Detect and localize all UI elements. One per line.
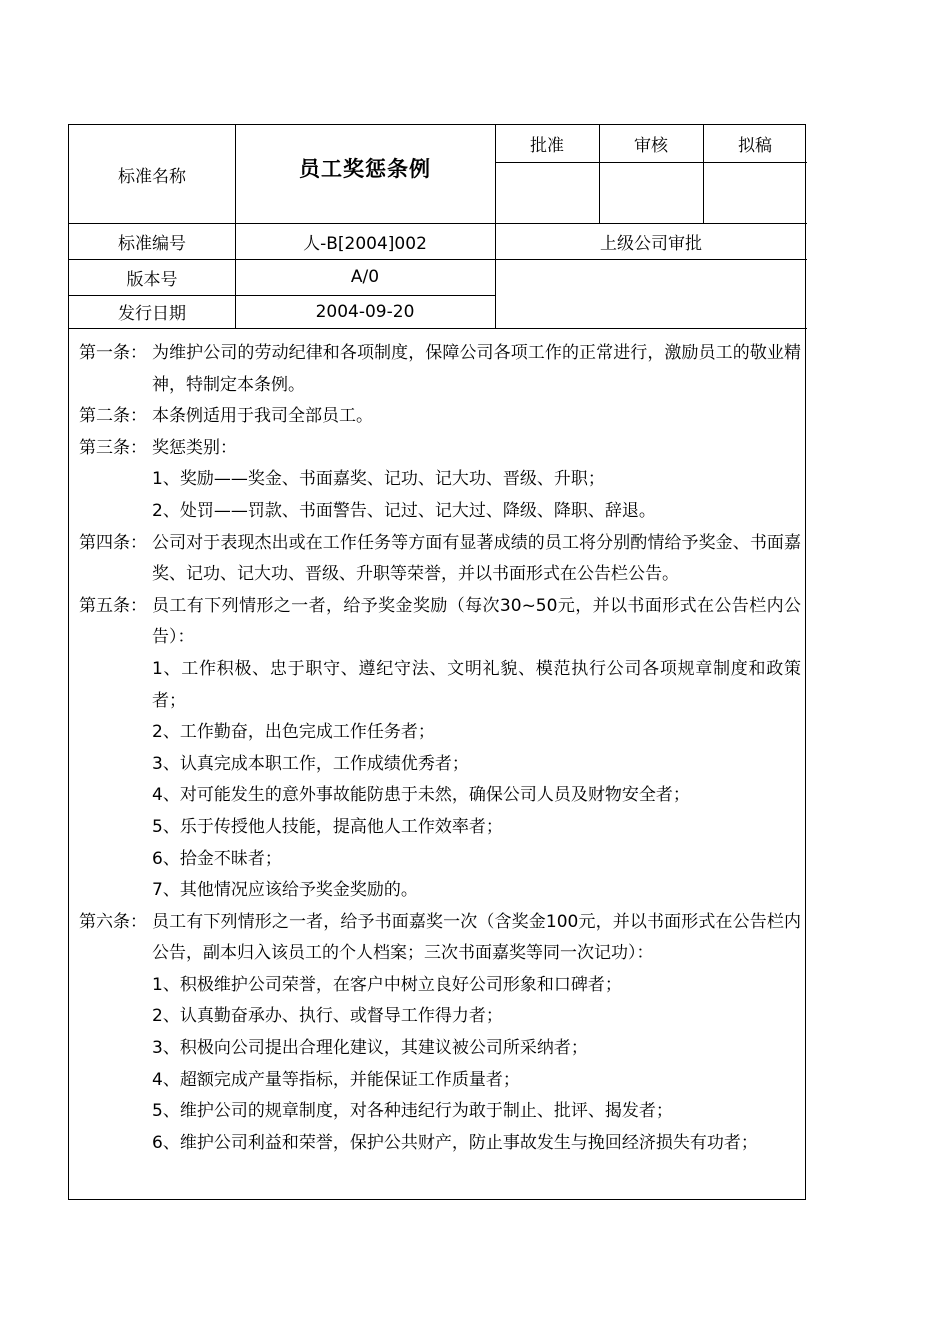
review-label: 审核 [634, 136, 668, 156]
article [69, 338, 807, 401]
list-item: 1、积极维护公司荣誉，在客户中树立良好公司形象和口碑者； [152, 974, 622, 995]
list-item: 2、认真勤奋承办、执行、或督导工作得力者； [152, 1006, 503, 1027]
list-item: 7、其他情况应该给予奖金奖励的。 [152, 880, 418, 901]
list-item: 5、维护公司的规章制度，对各种违纪行为敢于制止、批评、揭发者； [152, 1101, 673, 1122]
document-title: 员工奖惩条例 [299, 157, 431, 181]
article [69, 907, 807, 970]
article [69, 591, 807, 654]
article-label: 第六条： [79, 911, 147, 932]
version-label: 版本号 [126, 269, 178, 290]
list-item: 4、对可能发生的意外事故能防患于未然，确保公司人员及财物安全者； [152, 785, 690, 806]
article-text: 本条例适用于我司全部员工。 [152, 406, 373, 427]
standard-code-label: 标准编号 [118, 233, 186, 254]
list-item: 6、维护公司利益和荣誉，保护公共财产，防止事故发生与挽回经济损失有功者； [152, 1132, 758, 1153]
list-item: 5、乐于传授他人技能，提高他人工作效率者； [152, 816, 503, 837]
article-label: 第五条： [79, 595, 147, 616]
list-item: 4、超额完成产量等指标，并能保证工作质量者； [152, 1069, 520, 1090]
article-label: 第二条： [79, 406, 147, 427]
article-label: 第三条： [79, 437, 147, 458]
superior-approval-label: 上级公司审批 [600, 233, 702, 254]
draft-label: 拟稿 [738, 136, 772, 156]
list-item: 2、处罚——罚款、书面警告、记过、记大过、降级、降职、辞退。 [152, 500, 656, 521]
standard-name-label: 标准名称 [118, 166, 186, 187]
article [69, 433, 807, 465]
list-item: 3、积极向公司提出合理化建议，其建议被公司所采纳者； [152, 1038, 588, 1059]
approve-label: 批准 [530, 136, 564, 156]
document-form [68, 124, 806, 1200]
article-text: 公司对于表现杰出或在工作任务等方面有显著成绩的员工将分别酌情给予奖金、书面嘉奖、记功、记大功、晋级、升职等荣誉，并以书面形式在公告栏公告。 [152, 532, 801, 585]
list-item: 2、工作勤奋，出色完成工作任务者； [152, 722, 435, 743]
divider [495, 162, 807, 163]
issue-date-label: 发行日期 [118, 304, 186, 324]
standard-code-value: 人-B[2004]002 [303, 233, 427, 254]
article [69, 528, 807, 591]
article-label: 第一条： [79, 343, 147, 363]
list-item: 3、认真完成本职工作，工作成绩优秀者； [152, 753, 469, 774]
article-text: 员工有下列情形之一者，给予书面嘉奖一次（含奖金100元，并以书面形式在公告栏内公告，副本归入该员工的个人档案；三次书面嘉奖等同一次记功）： [152, 911, 801, 964]
article-label: 第四条： [79, 532, 147, 553]
article-text: 奖惩类别： [152, 437, 237, 458]
document-body [69, 328, 807, 1159]
article-text: 为维护公司的劳动纪律和各项制度，保障公司各项工作的正常进行，激励员工的敬业精神，特制定本条例。 [152, 343, 801, 395]
article [69, 401, 807, 433]
issue-date-value: 2004-09-20 [315, 301, 415, 322]
list-item: 1、工作积极、忠于职守、遵纪守法、文明礼貌、模范执行公司各项规章制度和政策者； [152, 658, 801, 711]
version-value: A/0 [350, 267, 380, 287]
list-item: 6、拾金不昧者； [152, 848, 282, 869]
article-text: 员工有下列情形之一者，给予奖金奖励（每次30~50元，并以书面形式在公告栏内公告）： [152, 595, 801, 648]
list-item: 1、奖励——奖金、书面嘉奖、记功、记大功、晋级、升职； [152, 469, 605, 490]
